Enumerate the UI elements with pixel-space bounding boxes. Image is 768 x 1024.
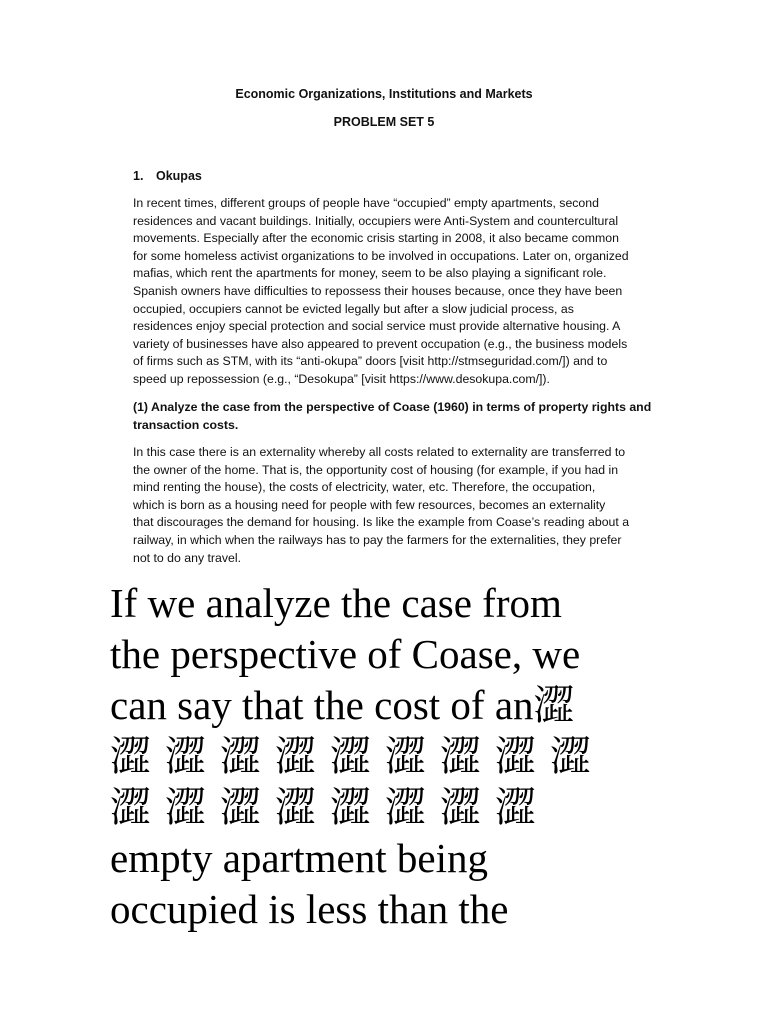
garbled-glyph-line: 澀澀澀澀澀澀澀澀 bbox=[110, 784, 550, 830]
question-line: transaction costs. bbox=[133, 417, 239, 432]
intro-paragraph bbox=[133, 195, 663, 389]
section-number: 1. bbox=[133, 169, 144, 183]
paragraph-line: mafias, which rent the apartments for money, seem to be also playing a significant role. bbox=[133, 266, 607, 281]
paragraph-line: residences and vacant buildings. Initially, occupiers were Anti-System and countercultural bbox=[133, 213, 619, 228]
answer-line: railway, in which when the railways has to pay the farmers for the externalities, they prefer bbox=[133, 532, 622, 547]
answer-line: that discourages the demand for housing. Is like the example from Coase’s reading about a bbox=[133, 515, 630, 530]
large-text-line: occupied is less than the bbox=[110, 886, 509, 932]
paragraph-line: of firms such as STM, with its “anti-okupa” doors [visit http://stmseguridad.com/]) and to bbox=[133, 354, 608, 369]
paragraph-line: residences enjoy special protection and social service must provide alternative housing. A bbox=[133, 319, 621, 334]
answer-line: mind renting the house), the costs of electricity, water, etc. Therefore, the occupation, bbox=[133, 480, 596, 495]
question-prompt bbox=[133, 399, 663, 434]
garbled-glyph-line: 澀澀澀澀澀澀澀澀澀 bbox=[110, 733, 605, 779]
paragraph-line: occupied, occupiers cannot be evicted legally but after a slow judicial process, as bbox=[133, 301, 574, 316]
paragraph-line: for some homeless activist organizations to be involved in occupations. Later on, organized bbox=[133, 248, 629, 263]
answer-line: the owner of the home. That is, the opportunity cost of housing (for example, if you had in bbox=[133, 462, 619, 477]
answer-line: In this case there is an externality whereby all costs related to externality are transferred to bbox=[133, 445, 626, 459]
section-heading bbox=[133, 168, 202, 184]
section-title: Okupas bbox=[156, 169, 202, 183]
paragraph-line: Spanish owners have difficulties to repossess their houses because, once they have been bbox=[133, 283, 623, 298]
large-text-line: empty apartment being bbox=[110, 835, 488, 881]
paragraph-line: movements. Especially after the economic crisis starting in 2008, it also became common bbox=[133, 231, 619, 246]
large-text-line: If we analyze the case from bbox=[110, 580, 562, 626]
answer-line: not to do any travel. bbox=[133, 550, 242, 565]
large-text-line: can say that the cost of an澀 bbox=[110, 682, 575, 728]
paragraph-line: In recent times, different groups of people have “occupied” empty apartments, second bbox=[133, 196, 599, 210]
question-line: (1) Analyze the case from the perspective of Coase (1960) in terms of property rights and bbox=[133, 400, 652, 414]
large-text-preview bbox=[110, 578, 710, 935]
problem-set-label: PROBLEM SET 5 bbox=[333, 115, 435, 129]
document-title: Economic Organizations, Institutions and Markets bbox=[235, 87, 533, 101]
paragraph-line: speed up repossession (e.g., “Desokupa” [visit https://www.desokupa.com/]). bbox=[133, 371, 550, 386]
answer-line: which is born as a housing need for people with few resources, becomes an externality bbox=[133, 497, 606, 512]
large-text-line: the perspective of Coase, we bbox=[110, 631, 581, 677]
paragraph-line: variety of businesses have also appeared to prevent occupation (e.g., the business models bbox=[133, 336, 628, 351]
answer-paragraph bbox=[133, 444, 663, 567]
